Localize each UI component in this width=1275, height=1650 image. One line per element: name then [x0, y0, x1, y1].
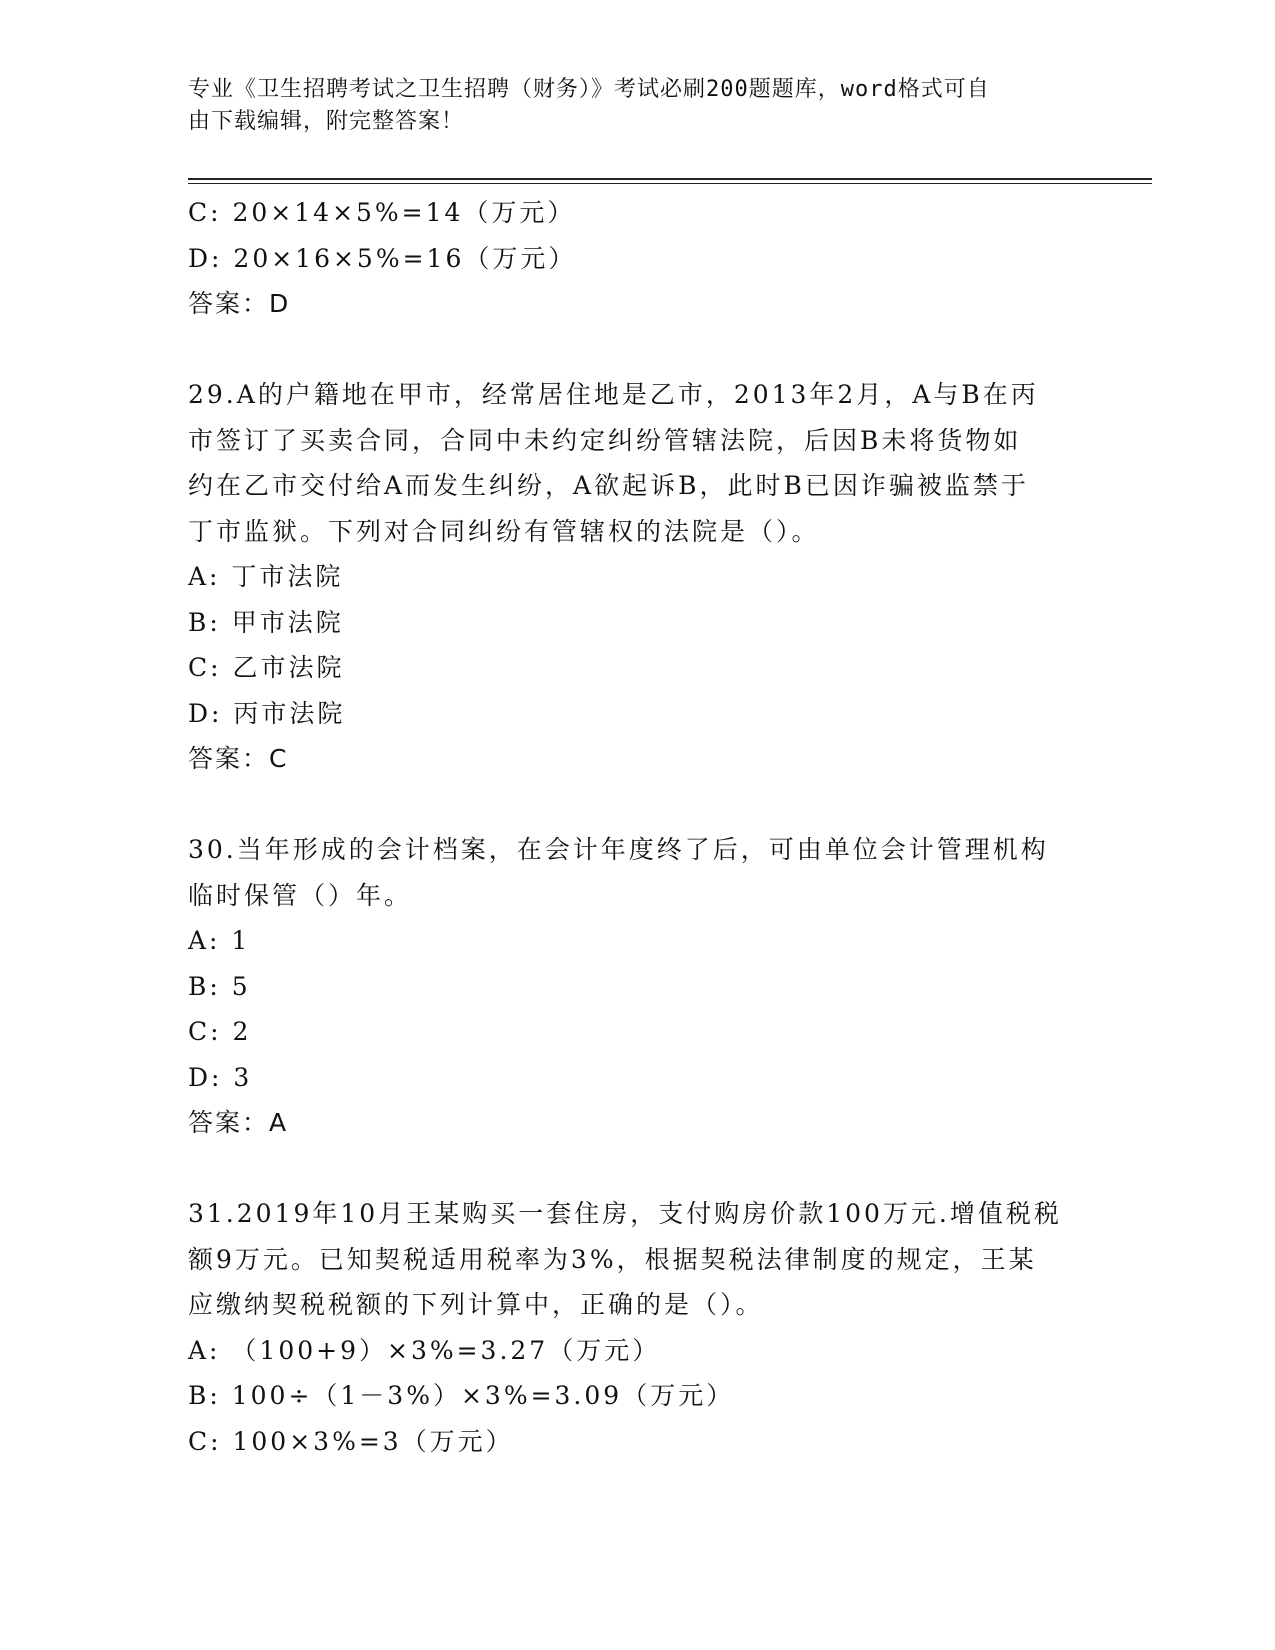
question-30	[188, 827, 1088, 1146]
question-stem-line: 30.当年形成的会计档案，在会计年度终了后，可由单位会计管理机构	[188, 835, 1049, 864]
question-stem-line: 额9万元。已知契税适用税率为3%，根据契税法律制度的规定，王某	[188, 1244, 1037, 1274]
spacer	[188, 782, 1088, 828]
question-31	[188, 1191, 1088, 1464]
option-d: D: 丙市法院	[188, 698, 346, 728]
option-a: A: 1	[188, 926, 251, 955]
option-d: D: 20×16×5%=16（万元）	[188, 243, 577, 273]
option-a: A: 丁市法院	[188, 562, 344, 591]
option-c: C: 2	[188, 1017, 252, 1046]
option-b: B: 甲市法院	[188, 607, 344, 637]
header-rule-thin	[188, 183, 1152, 184]
document-header	[188, 74, 1068, 138]
question-stem-line: 临时保管（）年。	[188, 880, 413, 910]
option-c: C: 20×14×5%=14（万元）	[188, 198, 576, 227]
question-stem-line: 应缴纳契税税额的下列计算中，正确的是（）。	[188, 1290, 764, 1319]
question-content	[188, 190, 1088, 1464]
spacer	[188, 1146, 1088, 1192]
option-c: C: 乙市法院	[188, 653, 345, 682]
header-line-2: 由下载编辑，附完整答案！	[188, 109, 465, 134]
answer: 答案：A	[188, 1108, 289, 1137]
option-c: C: 100×3%=3（万元）	[188, 1426, 514, 1456]
header-rule-thick	[188, 178, 1152, 180]
option-b: B: 100÷（1－3%）×3%=3.09（万元）	[188, 1381, 735, 1410]
question-28-tail	[188, 190, 1088, 327]
question-stem-line: 29.A的户籍地在甲市，经常居住地是乙市，2013年2月，A与B在丙	[188, 380, 1039, 409]
question-stem-line: 31.2019年10月王某购买一套住房，支付购房价款100万元.增值税税	[188, 1199, 1062, 1228]
header-line-1: 专业《卫生招聘考试之卫生招聘（财务）》考试必刷200题题库，word格式可自	[188, 77, 990, 102]
option-b: B: 5	[188, 971, 251, 1001]
option-a: A: （100+9）×3%=3.27（万元）	[188, 1335, 661, 1365]
question-29	[188, 372, 1088, 782]
question-stem-line: 丁市监狱。下列对合同纠纷有管辖权的法院是（）。	[188, 516, 820, 546]
answer: 答案：C	[188, 744, 289, 773]
question-stem-line: 市签订了买卖合同，合同中未约定纠纷管辖法院，后因B未将货物如	[188, 425, 1022, 455]
question-stem-line: 约在乙市交付给A而发生纠纷，A欲起诉B，此时B已因诈骗被监禁于	[188, 471, 1029, 500]
option-d: D: 3	[188, 1062, 253, 1092]
spacer	[188, 327, 1088, 373]
answer: 答案：D	[188, 289, 291, 318]
